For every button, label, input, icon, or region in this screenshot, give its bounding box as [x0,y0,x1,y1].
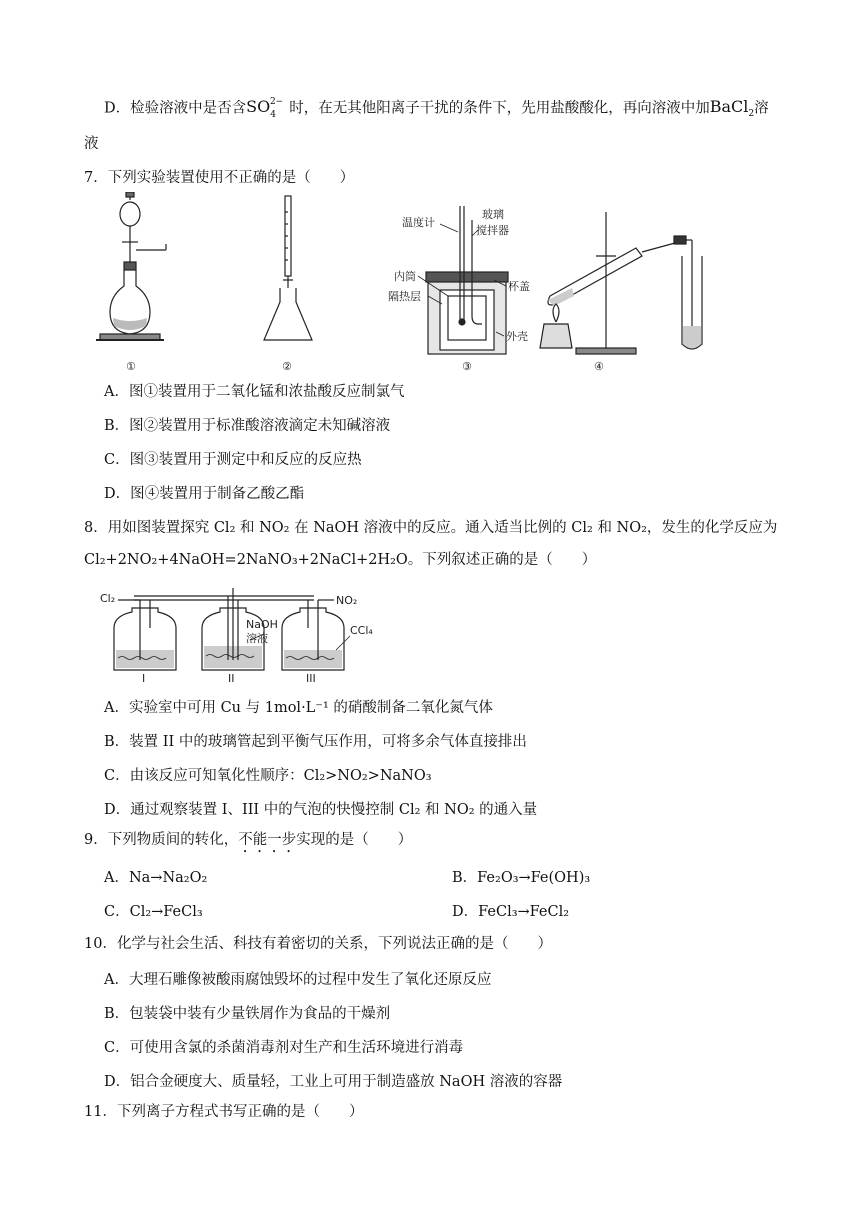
q10-option-a: A．大理石雕像被酸雨腐蚀毁坏的过程中发生了氧化还原反应 [104,972,492,988]
label-cl2-inlet: Cl₂ [100,592,116,605]
q6-option-d-wrap: 液 [84,136,99,152]
q7-option-a: A．图①装置用于二氧化锰和浓盐酸反应制氯气 [104,384,405,400]
fig-label-4: ④ [594,360,604,373]
q8-stem-line-1: 8．用如图装置探究 Cl₂ 和 NO₂ 在 NaOH 溶液中的反应。通入适当比例的 Cl₂ 和 NO₂，发生的化学反应为 [84,520,778,536]
q7-option-d: D．图④装置用于制备乙酸乙酯 [104,486,305,502]
q9-option-b: B．Fe₂O₃→Fe(OH)₃ [452,870,591,886]
label-inner-cup: 内筒 [394,270,416,283]
q8-option-d: D．通过观察装置 I、III 中的气泡的快慢控制 Cl₂ 和 NO₂ 的通入量 [104,802,538,818]
q9-option-d: D．FeCl₃→FeCl₂ [452,904,570,920]
bacl2-formula: BaCl$_2$ [709,97,755,120]
q8-option-a: A．实验室中可用 Cu 与 1mol·L⁻¹ 的硝酸制备二氧化氮气体 [104,700,493,716]
apparatus-2-titration [264,196,312,340]
q7-apparatus-figure [96,192,746,374]
q8-option-c: C．由该反应可知氧化性顺序：Cl₂>NO₂>NaNO₃ [104,768,432,784]
label-shell: 外壳 [506,330,528,343]
q8-option-b: B．装置 II 中的玻璃管起到平衡气压作用，可将多余气体直接排出 [104,734,527,750]
q7-stem: 7．下列实验装置使用不正确的是（ ） [84,170,355,186]
label-stirrer-1: 玻璃 [482,208,504,221]
label-solution: 溶液 [246,632,268,645]
fig-label-2: ② [282,360,292,373]
label-ccl4: CCl₄ [350,624,373,637]
q9-option-c: C．Cl₂→FeCl₃ [104,904,203,920]
fig-label-1: ① [126,360,136,373]
apparatus-4-ester-preparation [540,212,702,354]
q11-stem: 11．下列离子方程式书写正确的是（ ） [84,1104,364,1120]
q8-stem-line-2: Cl₂+2NO₂+4NaOH=2NaNO₃+2NaCl+2H₂O。下列叙述正确的是（ ） [84,552,597,568]
label-thermometer: 温度计 [402,216,435,229]
label-stirrer-2: 搅拌器 [476,224,509,237]
q10-stem: 10．化学与社会生活、科技有着密切的关系，下列说法正确的是（ ） [84,936,552,952]
label-bottle-1: I [142,672,146,684]
q9-emphasis: 不能一步 [238,832,297,848]
label-bottle-2: II [228,672,235,684]
q10-option-d: D．铝合金硬度大、质量轻，工业上可用于制造盛放 NaOH 溶液的容器 [104,1074,563,1090]
q7-option-b: B．图②装置用于标准酸溶液滴定未知碱溶液 [104,418,391,434]
q10-option-c: C．可使用含氯的杀菌消毒剂对生产和生活环境进行消毒 [104,1040,464,1056]
label-no2-inlet: NO₂ [336,594,358,607]
sulfate-formula: $SO_4^{2-}$ [246,97,284,120]
q6-option-d: D．检验溶液中是否含$SO_4^{2-}$ 时，在无其他阳离子干扰的条件下，先用盐酸酸化，再向溶液中加BaCl$_2$溶 [104,97,769,120]
label-naoh: NaOH [246,618,278,631]
q8-three-bottle-figure [100,588,380,684]
apparatus-1-chlorine-generator [96,192,166,340]
q9-option-a: A．Na→Na₂O₂ [104,870,208,886]
q9-stem: 9．下列物质间的转化，不能一步实现的是（ ） [84,832,413,848]
label-lid: 杯盖 [508,280,530,293]
label-insulation: 隔热层 [388,290,421,303]
fig-label-3: ③ [462,360,472,373]
label-bottle-3: III [306,672,316,684]
q7-option-c: C．图③装置用于测定中和反应的反应热 [104,452,362,468]
q10-option-b: B．包装袋中装有少量铁屑作为食品的干燥剂 [104,1006,391,1022]
